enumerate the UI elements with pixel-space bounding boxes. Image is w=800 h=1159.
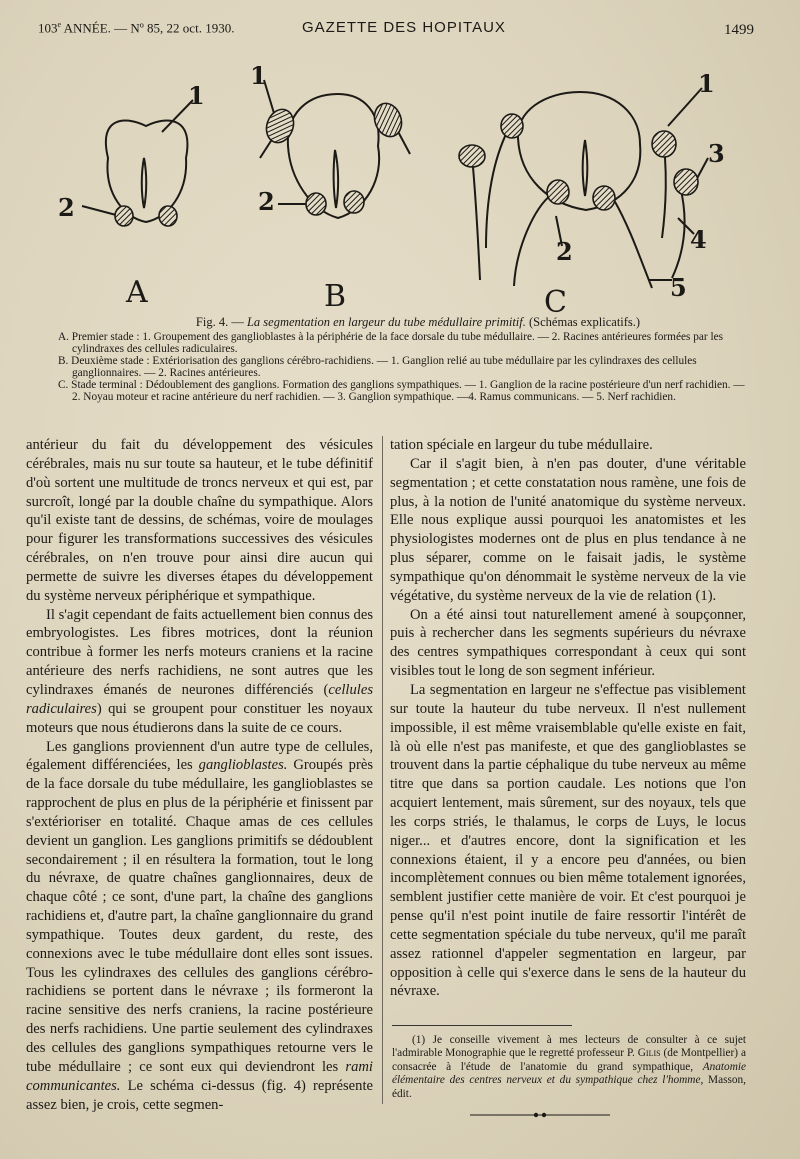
right-paragraph-4: La segmentation en largeur ne s'effectue pas visiblement sur toute la hauteur du tube nerveux. Il n'est nullement impossible, il est même vraisemblable qu'elle existe en fait, là où elle n'est pas manifeste, et que des ganglioblastes se trouvent dans la partie céphalique du tube nerveux au même titre que dans sa portion caudale. Les notions que l'on acquiert lentement, mais sûrement, sur des noyaux, tels que les corps striés, le thalamus, le corps de Luys, le locus niger... et d'autres encore, dont la signification et les connexions étaient, il y a encore peu d'années, ou bien incomplètement connues ou bien même totalement ignorées, semblent justifier cette manière de voir. Et c'est pourquoi je pense qu'il n'est point inutile de faire ressortir l'intérêt de cette segmentation spéciale du tube nerveux, qu'il me paraît assez rationnel d'appeler segmentation en largeur, par opposition à celle qui s'exerce dans le sens de la hauteur du névraxe. bbox=[390, 681, 746, 1000]
right-paragraph-3: On a été ainsi tout naturellement amené à soupçonner, puis à rechercher dans les segments supérieurs du névraxe des centres sympathiques correspondant à ceux qui sont visibles tout le long de son segment inférieur. bbox=[390, 606, 746, 680]
ganglion-c1-right bbox=[652, 131, 676, 157]
lumen-b bbox=[334, 150, 339, 208]
label-a2: 2 bbox=[58, 193, 75, 222]
footnote-author: Gilis bbox=[637, 1047, 661, 1060]
right-column bbox=[390, 436, 746, 1001]
label-c2: 2 bbox=[556, 237, 573, 266]
ganglion-a-left bbox=[115, 206, 133, 226]
label-a1: 1 bbox=[188, 81, 205, 110]
ganglion-b2-left bbox=[306, 193, 326, 215]
right-paragraph-2: Car il s'agit bien, à n'en pas douter, d'une véritable segmentation ; et cette constatation nous ramène, une fois de plus, à la notion de l'unité anatomique du système nerveux. Elle nous explique aussi pourquoi les anatomistes et les physiologistes modernes ont de plus en plus tendance à ne plus séparer, comme on le faisait jadis, le système sympathique qu'on dénommait le système nerveux de la vie végétative, du système nerveux de la vie de relation (1). bbox=[390, 455, 746, 604]
left-p2-text-b: ) qui se groupent pour constituer les noyaux moteurs que nous étudierons dans la suite de ce cours. bbox=[26, 700, 373, 736]
left-p3-text-c: Le schéma ci-dessus (fig. 4) représente assez bien, je crois, cette segmen- bbox=[26, 1077, 373, 1113]
caption-title-suffix: (Schémas explicatifs.) bbox=[525, 315, 641, 329]
left-p3-text-b: Groupés près de la face dorsale du tube médullaire, les ganglioblastes se rapprochent de plus en plus de la périphérie et finissent par s'extérioriser en totalité. Chaque amas de ces cellules devient un ganglion. Les ganglions primitifs se dédoublent secondairement ; il en résultera la formation, tout le long du névraxe, de quatre chaînes ganglionnaires, deux de chaque côté ; ce sont, d'une part, la chaîne des ganglions rachidiens et, d'autre part, la chaîne ganglionnaire du grand sympathique. Toutes deux gardent, du reste, des connexions avec le tube médullaire dont elles sont issues. Tous les cylindraxes des cellules des ganglions cérébro-rachidiens se portent dans le névraxe ; ils formeront la racine sensitive des nerfs craniens, la racine postérieure des nerfs rachidiens. Une partie seulement des cylindraxes des cellules des ganglions sympathiques retourne vers le tube médullaire ; ce sont eux qui deviendront les bbox=[26, 757, 373, 1075]
figure-4 bbox=[48, 58, 748, 320]
footnote-text-b: (de Montpellier) a consacrée à l'étude de l'anatomie du grand sympathique, bbox=[392, 1047, 746, 1073]
left-p2-text-a: Il s'agit cependant de faits actuellement bien connus des embryologistes. Les fibres motrices, dont la réunion contribue à former les nerfs moteurs craniens et la racine antérieure des nerfs rachidiens, ne sont autres que les cylindraxes émanés de neurones différenciés ( bbox=[26, 606, 373, 698]
embryology-diagram bbox=[48, 58, 748, 320]
caption-title-text: La segmentation en largeur du tube médullaire primitif. bbox=[246, 315, 526, 329]
caption-stage-a: A. Premier stade : 1. Groupement des ganglioblastes à la périphérie de la face dorsale du tube médullaire. — 2. Racines antérieures formées par les cylindraxes des cellules radiculaires. bbox=[58, 331, 724, 355]
left-paragraph-2 bbox=[26, 606, 373, 738]
figure-caption bbox=[58, 316, 748, 403]
ganglion-b2-right bbox=[344, 191, 364, 213]
footnote-text bbox=[392, 1034, 746, 1101]
leader-c1 bbox=[668, 88, 702, 126]
footnote bbox=[392, 1025, 746, 1101]
tube-outline-c bbox=[518, 92, 640, 210]
left-branch-c bbox=[486, 130, 508, 248]
year-superscript: e bbox=[57, 20, 62, 29]
journal-title: GAZETTE DES HOPITAUX bbox=[302, 19, 506, 36]
ganglion-c3 bbox=[674, 169, 698, 195]
caption-fig-number: Fig. 4. — bbox=[195, 315, 247, 329]
ganglion-c2-left bbox=[547, 180, 569, 204]
left-paragraph-3 bbox=[26, 738, 373, 1115]
label-b2: 2 bbox=[258, 187, 275, 216]
footnote-text-c: Masson, édit. bbox=[392, 1074, 747, 1100]
label-c3: 3 bbox=[708, 139, 725, 168]
left-column bbox=[26, 436, 373, 1114]
label-stage-a: A bbox=[126, 275, 148, 310]
ganglion-c-symp-left bbox=[459, 145, 485, 167]
caption-stage-c: C. Stade terminal : Dédoublement des ganglions. Formation des ganglions sympathiques. — 1. Ganglion de la racine postérieure d'un nerf rachidien. — 2. Noyau moteur et racine antérieure du nerf rachidien. — 3. Ganglion sympathique. —4. Ramus communicans. — 5. Nerf rachidien. bbox=[58, 379, 745, 403]
label-stage-b: B bbox=[324, 279, 347, 314]
right-paragraph-1: tation spéciale en largeur du tube médullaire. bbox=[390, 437, 653, 453]
label-c1: 1 bbox=[698, 69, 715, 98]
footnote-rule bbox=[392, 1025, 572, 1026]
ganglion-c2-right bbox=[593, 186, 615, 210]
left-stem-c bbox=[472, 156, 480, 280]
label-c5: 5 bbox=[670, 273, 687, 302]
issue-info bbox=[38, 20, 234, 36]
page-number: 1499 bbox=[724, 22, 754, 38]
left-p3-text-a: Les ganglions proviennent d'un autre type de cellules, également différenciées, les bbox=[26, 738, 373, 774]
left-p3-italic-2: rami communicantes. bbox=[26, 1058, 373, 1094]
left-p3-italic: ganglioblastes. bbox=[198, 757, 288, 774]
footnote-text-a: (1) Je conseille vivement à mes lecteurs de consulter à ce sujet l'admirable Monographie que le regretté professeur P. bbox=[392, 1034, 746, 1060]
caption-title bbox=[88, 316, 748, 328]
label-stage-c: C bbox=[544, 285, 567, 320]
left-p2-italic: cellules radiculaires bbox=[26, 681, 373, 717]
ganglion-a-right bbox=[159, 206, 177, 226]
left-paragraph-1: antérieur du fait du développement des vésicules cérébrales, mais nu sur toute sa hauteur, et le tube définitif d'où sortent une multitude de troncs nerveux et qui est, par surcroît, longé par la double chaîne du sympathique. Alors qu'il existe tant de dessins, de schémas, voire de moulages pour figurer les transformations successives des vésicules cérébrales, on n'en trouve pour ainsi dire aucun qui permette de suivre les diverses étapes du développement du système nerveux périphérique et sympathique. bbox=[26, 437, 373, 604]
issue-date: ANNÉE. — Nº 85, 22 oct. 1930. bbox=[61, 20, 235, 36]
column-divider bbox=[382, 436, 383, 1104]
ganglion-b1-left bbox=[262, 106, 298, 147]
caption-stage-b: B. Deuxième stade : Extériorisation des ganglions cérébro-rachidiens. — 1. Ganglion relié au tube médullaire par les cylindraxes des cellules ganglionnaires. — 2. Racines antérieures. bbox=[58, 355, 697, 379]
right-branch-c-3 bbox=[672, 186, 685, 278]
footnote-book-title: Anatomie élémentaire des centres nerveux et du sympathique chez l'homme, bbox=[392, 1060, 746, 1087]
label-b1: 1 bbox=[250, 61, 267, 90]
right-branch-c bbox=[614, 200, 652, 288]
page-header bbox=[38, 14, 758, 40]
ganglion-c1-left bbox=[501, 114, 523, 138]
lumen-a bbox=[142, 158, 147, 208]
left-branch-c-2 bbox=[514, 194, 552, 286]
year-number: 103 bbox=[38, 20, 58, 36]
label-c4: 4 bbox=[690, 225, 707, 254]
end-ornament bbox=[470, 1112, 610, 1118]
lumen-c bbox=[583, 140, 588, 196]
